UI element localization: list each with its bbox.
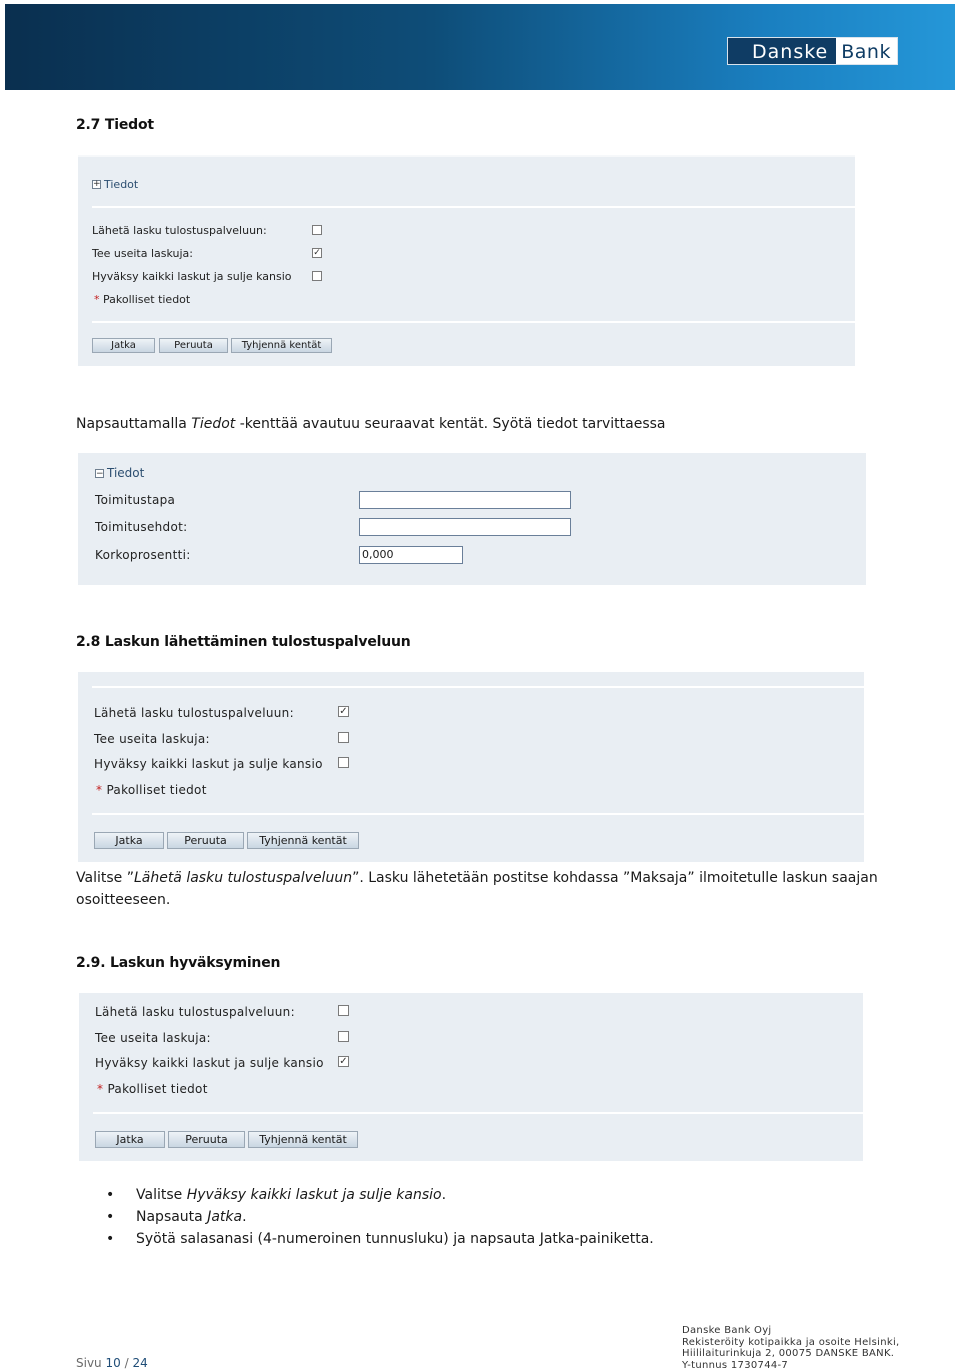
label-interest-rate: Korkoprosentti: [95,548,191,562]
paragraph-tiedot-intro: Napsauttamalla Tiedot -kenttää avautuu seuraavat kentät. Syötä tiedot tarvittaessa [76,416,666,432]
bullet-icon: • [106,1209,115,1225]
collapse-icon[interactable]: − [96,468,104,479]
clear-fields-button[interactable]: Tyhjennä kentät [248,1131,358,1148]
label-delivery-method: Toimitustapa [95,493,176,507]
tiedot-expanded-label[interactable]: Tiedot [107,466,145,480]
required-asterisk-icon: * [96,783,103,797]
danske-bank-logo [727,37,898,65]
label-send-to-print-service: Lähetä lasku tulostuspalveluun: [95,1005,295,1019]
required-fields-text: Pakolliset tiedot [107,1082,208,1096]
interest-rate-field[interactable]: 0,000 [359,546,463,564]
label-approve-all-close-folder: Hyväksy kaikki laskut ja sulje kansio [95,1056,324,1070]
page-number: Sivu 10 / 24 [76,1356,148,1370]
paragraph-print-service-cont: osoitteeseen. [76,892,171,908]
tiedot-expanded-header[interactable] [95,466,144,480]
heading-2-7: 2.7 Tiedot [76,117,154,133]
label-delivery-terms: Toimitusehdot: [95,520,188,534]
tiedot-section-header[interactable] [92,178,138,191]
continue-button[interactable]: Jatka [94,832,164,849]
cancel-button[interactable]: Peruuta [159,338,228,353]
checkbox-send-to-print-service[interactable]: ✓ [339,706,348,717]
bullet-item: Valitse Hyväksy kaikki laskut ja sulje kansio. [136,1187,447,1203]
tiedot-fields-panel [78,453,866,585]
heading-2-8: 2.8 Laskun lähettäminen tulostuspalveluun [76,634,411,650]
screenshot-panel-2-7 [78,155,855,366]
checkbox-approve-all-close-folder[interactable] [312,271,322,281]
label-send-to-print-service: Lähetä lasku tulostuspalveluun: [94,706,294,720]
cancel-button[interactable]: Peruuta [168,1131,245,1148]
logo-word-danske: Danske [728,38,834,64]
checkbox-create-multiple-invoices[interactable] [338,1031,349,1042]
bullet-icon: • [106,1187,115,1203]
required-fields-text: Pakolliset tiedot [103,293,191,306]
cancel-button[interactable]: Peruuta [167,832,244,849]
clear-fields-button[interactable]: Tyhjennä kentät [231,338,332,353]
company-name: Danske Bank Oyj [682,1325,772,1336]
required-fields-note [97,1082,208,1096]
label-create-multiple-invoices: Tee useita laskuja: [94,732,210,746]
delivery-method-field[interactable] [359,491,571,509]
delivery-terms-field[interactable] [359,518,571,536]
label-create-multiple-invoices: Tee useita laskuja: [92,247,193,260]
bullet-item: Syötä salasanasi (4-numeroinen tunnusluku) ja napsauta Jatka-painiketta. [136,1231,654,1247]
label-create-multiple-invoices: Tee useita laskuja: [95,1031,211,1045]
checkbox-approve-all-close-folder[interactable] [338,757,349,768]
bullet-item: Napsauta Jatka. [136,1209,247,1225]
clear-fields-button[interactable]: Tyhjennä kentät [247,832,359,849]
required-fields-text: Pakolliset tiedot [106,783,207,797]
company-info [682,1325,900,1371]
tiedot-section-label[interactable]: Tiedot [104,178,139,191]
required-fields-note [96,783,207,797]
required-asterisk-icon: * [97,1082,104,1096]
checkbox-create-multiple-invoices[interactable] [338,732,349,743]
checkbox-approve-all-close-folder[interactable]: ✓ [339,1056,348,1067]
required-asterisk-icon: * [94,293,100,306]
company-address: Hiililaiturinkuja 2, 00075 DANSKE BANK. [682,1348,895,1359]
label-approve-all-close-folder: Hyväksy kaikki laskut ja sulje kansio [94,757,323,771]
required-fields-note [94,293,190,306]
checkbox-create-multiple-invoices[interactable]: ✓ [313,248,321,258]
label-approve-all-close-folder: Hyväksy kaikki laskut ja sulje kansio [92,270,292,283]
company-registered-office: Rekisteröity kotipaikka ja osoite Helsinki, [682,1336,900,1348]
checkbox-send-to-print-service[interactable] [312,225,322,235]
logo-word-bank: Bank [834,38,897,64]
bullet-icon: • [106,1231,115,1247]
screenshot-panel-2-8 [78,672,864,862]
label-send-to-print-service: Lähetä lasku tulostuspalveluun: [92,224,267,237]
heading-2-9: 2.9. Laskun hyväksyminen [76,955,281,971]
paragraph-print-service: Valitse ”Lähetä lasku tulostuspalveluun”. Lasku lähetetään postitse kohdassa ”Maksaja” ilmoitetulle laskun saajan [76,870,878,886]
expand-icon[interactable]: + [93,179,101,189]
header-banner [5,4,955,90]
company-business-id: Y-tunnus 1730744-7 [682,1359,789,1371]
screenshot-panel-2-9 [79,993,863,1161]
checkbox-send-to-print-service[interactable] [338,1005,349,1016]
continue-button[interactable]: Jatka [95,1131,165,1148]
continue-button[interactable]: Jatka [92,338,155,353]
